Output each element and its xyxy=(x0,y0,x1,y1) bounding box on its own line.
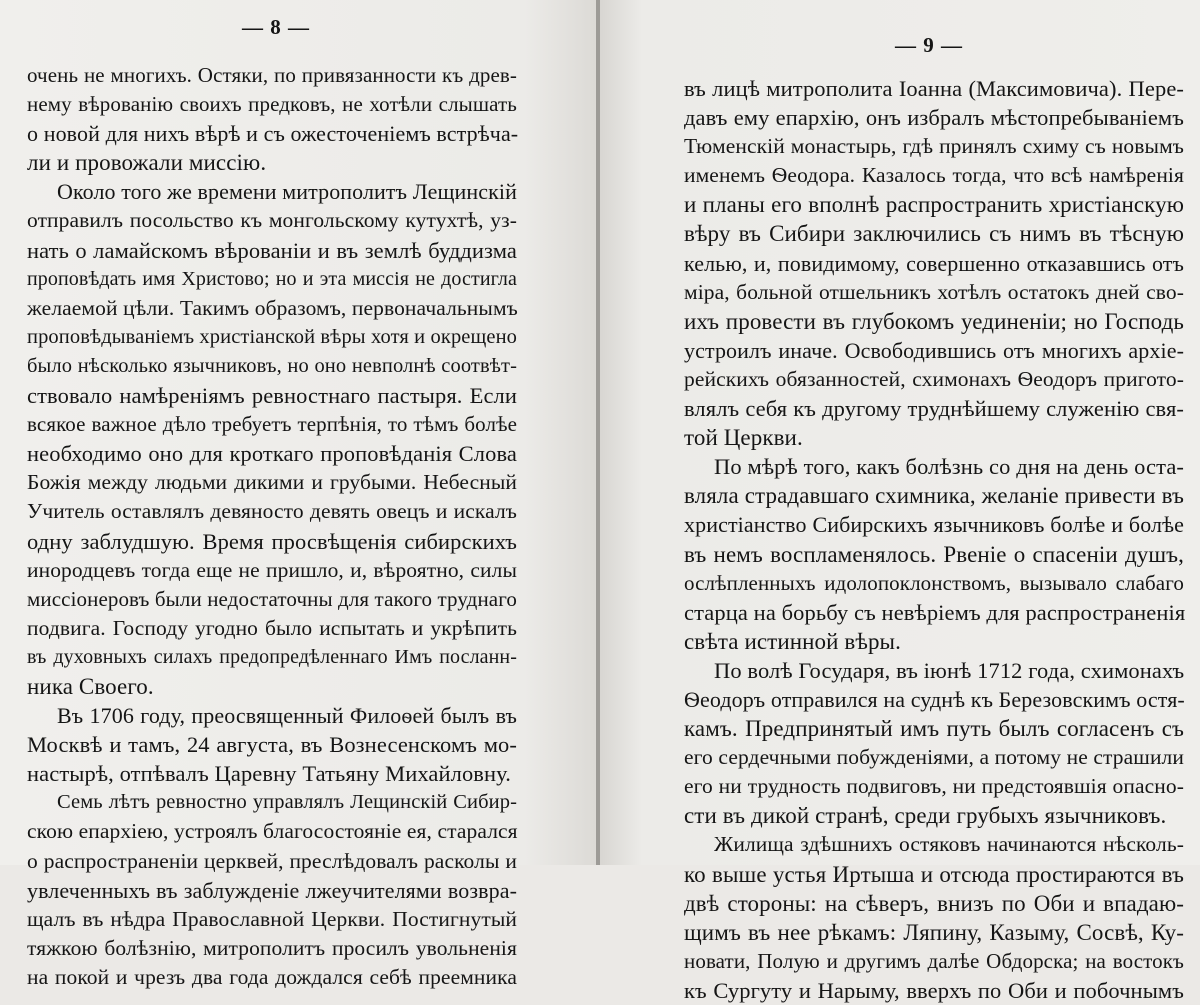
text-line: Москвѣ и тамъ, 24 августа, въ Вознесенскомъ мо- xyxy=(27,732,517,758)
text-line: Ѳеодоръ отправился на суднѣ къ Березовскимъ остя- xyxy=(684,686,1185,712)
text-line: камъ. Предпринятый имъ путь былъ согласенъ съ xyxy=(684,716,1184,742)
text-line: его сердечными побужденіями, а потому не страшили xyxy=(684,745,1184,770)
text-line: въ духовныхъ силахъ предопредѣленнаго Имъ посланн- xyxy=(27,645,517,668)
text-line: рейскихъ обязанностей, схимонахъ Ѳеодоръ пригото- xyxy=(684,366,1184,391)
text-line: ствовало намѣреніямъ ревностнаго пастыря. Если xyxy=(27,383,517,409)
text-line: ника Своего. xyxy=(27,673,154,699)
text-line: старца на борьбу съ невѣріемъ для распространенія xyxy=(684,599,1186,625)
right-page xyxy=(600,0,1200,1003)
text-line: вѣру въ Сибири заключились съ нимъ въ тѣсную xyxy=(684,221,1184,247)
text-line: въ немъ воспламенялось. Рвеніе о спасеніи душъ, xyxy=(684,541,1184,567)
text-line: Въ 1706 году, преосвященный Филоѳей былъ въ xyxy=(57,703,517,729)
text-line: подвига. Господу угодно было испытать и укрѣпить xyxy=(27,615,517,640)
text-line: сти въ дикой странѣ, среди грубыхъ язычниковъ. xyxy=(684,803,1167,829)
text-line: его ни трудность подвиговъ, ни предстоявшія опасно- xyxy=(684,774,1184,799)
text-line: о новой для нихъ вѣрѣ и съ ожесточеніемъ встрѣча- xyxy=(27,121,519,147)
text-line: двѣ стороны: на сѣверъ, внизъ по Оби и впадаю- xyxy=(684,890,1184,916)
text-line: въ лицѣ митрополита Іоанна (Максимовича). Пере- xyxy=(684,76,1184,101)
text-line: проповѣдываніемъ христіанской вѣры хотя и окрещено xyxy=(27,325,517,348)
text-line: По волѣ Государя, въ іюнѣ 1712 года, схимонахъ xyxy=(714,657,1185,683)
body-text xyxy=(684,74,1184,1005)
text-line: новати, Полую и другимъ далѣе Обдорска; на востокъ xyxy=(684,948,1184,973)
text-line: той Церкви. xyxy=(684,425,803,451)
text-line: миссіонеровъ были недостаточны для такого труднаго xyxy=(27,586,517,611)
text-line: влялъ себя къ другому труднѣйшему служенію свя- xyxy=(684,396,1184,422)
text-line: давъ ему епархію, онъ избралъ мѣстопребываніемъ xyxy=(684,105,1184,131)
text-line: щалъ въ нѣдра Православной Церкви. Постигнутый xyxy=(27,906,517,931)
text-line: очень не многихъ. Остяки, по привязанности къ древ- xyxy=(27,63,517,87)
text-line: устроилъ иначе. Освободившись отъ многихъ архіе- xyxy=(684,337,1184,363)
text-line: Тюменскій монастырь, гдѣ принялъ схиму съ новымъ xyxy=(684,134,1184,159)
text-line: тяжкою болѣзнію, митрополитъ просилъ увольненія xyxy=(27,935,517,960)
text-line: было нѣсколько язычниковъ, но оно невполнѣ соотвѣт- xyxy=(27,354,517,377)
text-line: инородцевъ тогда еще не пришло, и, вѣроятно, силы xyxy=(27,557,517,582)
text-line: щимъ въ нее рѣкамъ: Ляпину, Казыму, Сосвѣ, Ку- xyxy=(684,919,1184,945)
text-line: скою епархіею, устроялъ благосостояніе ея, старался xyxy=(27,819,518,844)
text-line: ихъ провести въ глубокомъ уединеніи; но Господь xyxy=(684,308,1184,334)
page-number: — 9 — xyxy=(895,33,963,57)
text-line: Жилища здѣшнихъ остяковъ начинаются нѣсколь- xyxy=(714,832,1184,857)
text-line: Семь лѣтъ ревностно управлялъ Лещинскій Сибир- xyxy=(57,791,517,814)
text-line: міра, больной отшельникъ хотѣлъ остатокъ дней сво- xyxy=(684,279,1184,304)
text-line: увлеченныхъ въ заблужденіе лжеучителями возвра- xyxy=(27,877,517,903)
text-line: желаемой цѣли. Такимъ образомъ, первоначальнымъ xyxy=(27,295,518,320)
text-line: отправилъ посольство къ монгольскому кутухтѣ, уз- xyxy=(27,208,517,233)
text-line: о распространеніи церквей, преслѣдовалъ расколы и xyxy=(27,848,517,873)
text-line: келью, и, повидимому, совершенно отказавшись отъ xyxy=(684,250,1184,276)
text-line: ко выше устья Иртыша и отсюда простираются въ xyxy=(684,861,1184,887)
text-line: нему вѣрованію своихъ предковъ, не хотѣли слышать xyxy=(27,92,517,117)
left-page xyxy=(0,0,596,989)
text-line: Около того же времени митрополитъ Лещинскій xyxy=(57,179,517,205)
text-line: Божія между людьми дикими и грубыми. Небесный xyxy=(27,470,517,495)
text-line: нать о ламайскомъ вѣрованіи и въ землѣ буддизма xyxy=(27,237,517,263)
text-line: вляла страдавшаго схимника, желаніе привести въ xyxy=(684,483,1184,509)
text-line: необходимо оно для кроткаго проповѣданія Слова xyxy=(27,441,517,467)
text-line: всякое важное дѣло требуетъ терпѣнія, то тѣмъ болѣе xyxy=(27,412,517,437)
text-line: и планы его вполнѣ распространить христіанскую xyxy=(684,192,1184,218)
text-line: Учитель оставлялъ девяносто девять овецъ и искалъ xyxy=(27,499,517,524)
text-line: ослѣпленныхъ идолопоклонствомъ, вызывало слабаго xyxy=(684,570,1184,595)
text-line: ли и провожали миссію. xyxy=(27,150,267,176)
text-line: къ Сургуту и Нарыму, вверхъ по Оби и побочнымъ xyxy=(684,977,1184,1003)
text-line: одну заблудшую. Время просвѣщенія сибирскихъ xyxy=(27,528,517,554)
text-line: христіанство Сибирскихъ язычниковъ болѣе и болѣе xyxy=(684,512,1184,538)
text-line: По мѣрѣ того, какъ болѣзнь со дня на день оста- xyxy=(714,454,1184,480)
body-text xyxy=(27,61,517,992)
text-line: свѣта истинной вѣры. xyxy=(684,628,901,654)
text-line: настырѣ, отпѣвалъ Царевну Татьяну Михайловну. xyxy=(27,761,511,787)
page-number: — 8 — xyxy=(242,15,310,39)
text-line: на покой и чрезъ два года дождался себѣ преемника xyxy=(27,964,517,989)
text-line: именемъ Ѳеодора. Казалось тогда, что всѣ намѣренія xyxy=(684,163,1184,188)
text-line: проповѣдать имя Христово; но и эта миссія не достигла xyxy=(27,267,517,290)
